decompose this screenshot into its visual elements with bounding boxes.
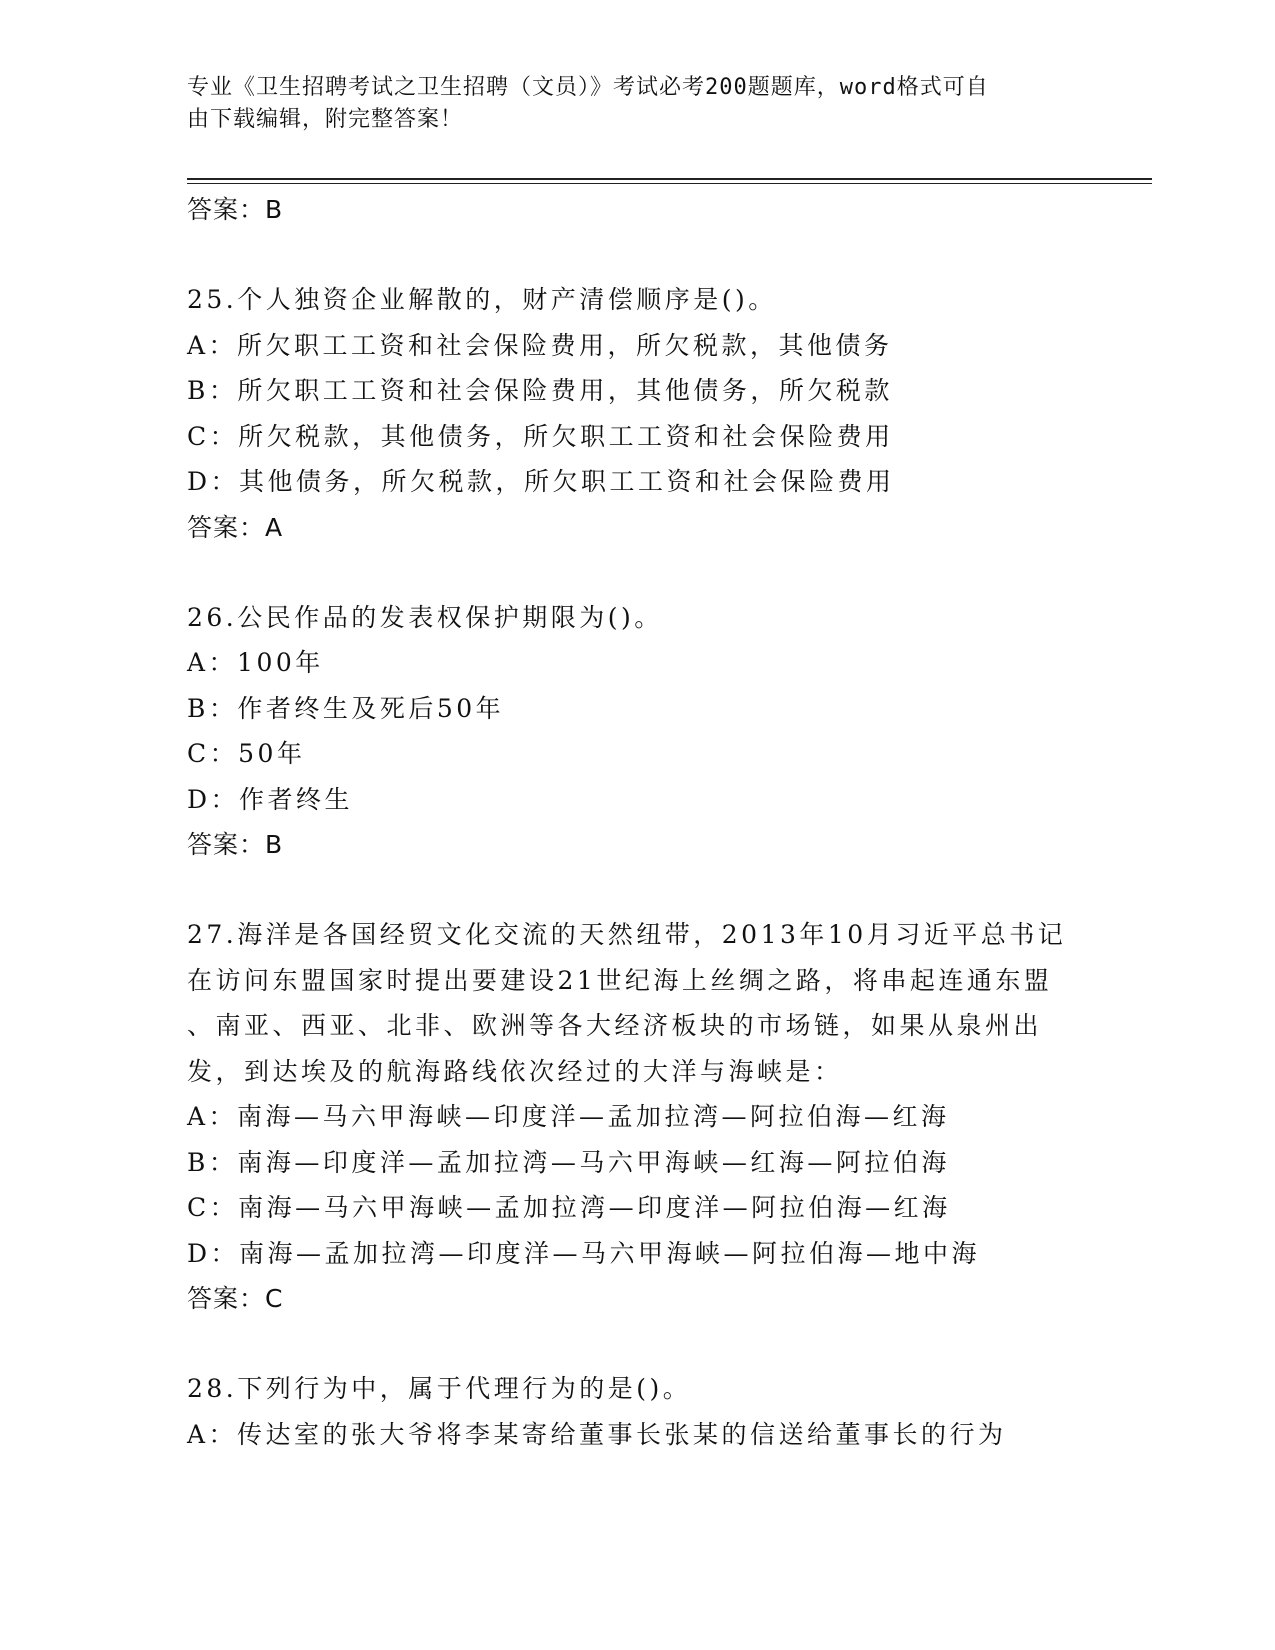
question-list (187, 187, 1087, 1457)
question-text: 在访问东盟国家时提出要建设21世纪海上丝绸之路，将串起连通东盟 (187, 965, 1053, 995)
question-text: 发，到达埃及的航海路线依次经过的大洋与海峡是： (187, 1056, 843, 1086)
header-line-1: 专业《卫生招聘考试之卫生招聘（文员）》考试必考200题题库，word格式可自 (187, 75, 989, 100)
option-c: C：南海—马六甲海峡—孟加拉湾—印度洋—阿拉伯海—红海 (187, 1193, 951, 1222)
option-d: D：南海—孟加拉湾—印度洋—马六甲海峡—阿拉伯海—地中海 (187, 1238, 981, 1268)
spacer (187, 551, 1087, 595)
question-text: 27.海洋是各国经贸文化交流的天然纽带，2013年10月习近平总书记 (187, 920, 1067, 949)
question-26 (187, 595, 1087, 869)
question-25 (187, 277, 1087, 551)
question-27 (187, 912, 1087, 1322)
option-a: A：100年 (187, 648, 324, 677)
option-a: A：传达室的张大爷将李某寄给董事长张某的信送给董事长的行为 (187, 1419, 1007, 1449)
answer: 答案：C (187, 1284, 284, 1313)
spacer (187, 1322, 1087, 1366)
question-28 (187, 1366, 1087, 1457)
question-text: 25.个人独资企业解散的，财产清偿顺序是()。 (187, 285, 777, 314)
answer: 答案：B (187, 830, 284, 859)
option-a: A：所欠职工工资和社会保险费用，所欠税款，其他债务 (187, 330, 893, 360)
question-text: 26.公民作品的发表权保护期限为()。 (187, 602, 663, 632)
spacer (187, 233, 1087, 277)
document-header (187, 72, 1067, 136)
option-b: B：所欠职工工资和社会保险费用，其他债务，所欠税款 (187, 376, 893, 405)
previous-answer: 答案：B (187, 195, 284, 224)
option-d: D：作者终生 (187, 784, 354, 814)
header-line-2: 由下载编辑，附完整答案！ (187, 107, 464, 132)
option-c: C：所欠税款，其他债务，所欠职工工资和社会保险费用 (187, 421, 894, 451)
question-text: 、南亚、西亚、北非、欧洲等各大经济板块的市场链，如果从泉州出 (187, 1011, 1043, 1040)
option-b: B：作者终生及死后50年 (187, 693, 505, 723)
question-text: 28.下列行为中，属于代理行为的是()。 (187, 1374, 692, 1403)
answer: 答案：A (187, 512, 284, 542)
header-rule-thick (187, 178, 1152, 180)
option-c: C：50年 (187, 739, 306, 768)
option-b: B：南海—印度洋—孟加拉湾—马六甲海峡—红海—阿拉伯海 (187, 1147, 950, 1177)
spacer (187, 868, 1087, 912)
option-d: D：其他债务，所欠税款，所欠职工工资和社会保险费用 (187, 467, 895, 496)
option-a: A：南海—马六甲海峡—印度洋—孟加拉湾—阿拉伯海—红海 (187, 1102, 950, 1131)
header-rule-thin (187, 183, 1152, 184)
